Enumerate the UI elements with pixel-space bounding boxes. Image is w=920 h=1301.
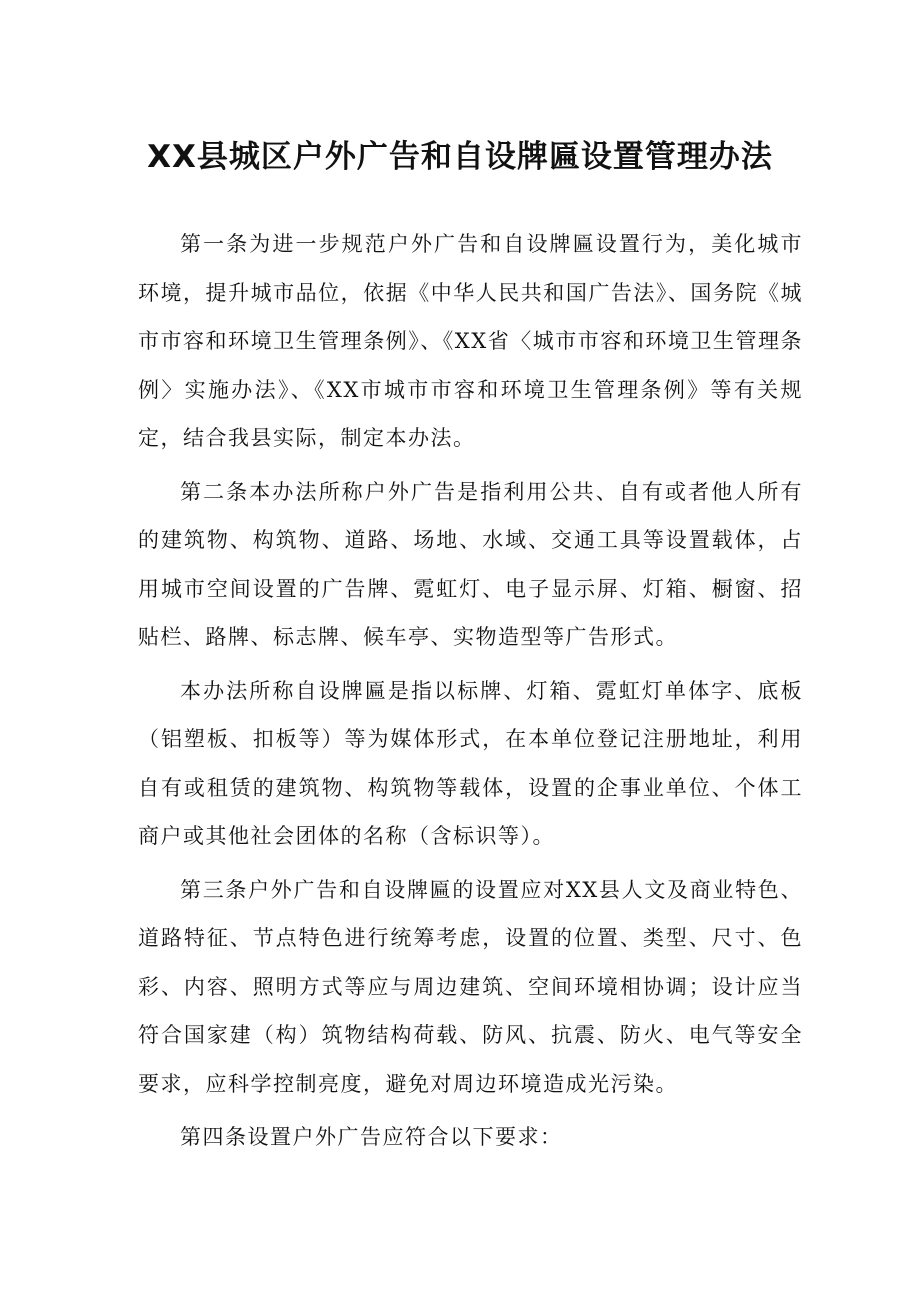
paragraph-article-2: 第二条本办法所称户外广告是指利用公共、自有或者他人所有的建筑物、构筑物、道路、场地、水域、交通工具等设置载体，占用城市空间设置的广告牌、霓虹灯、电子显示屏、灯箱、橱窗、招贴栏、路牌、标志牌、候车亭、实物造型等广告形式。 [138, 479, 803, 649]
paragraph-article-1: 第一条为进一步规范户外广告和自设牌匾设置行为，美化城市环境，提升城市品位，依据《中华人民共和国广告法》、国务院《城市市容和环境卫生管理条例》、《XX省〈城市市容和环境卫生管理条例〉实施办法》、《XX市城市市容和环境卫生管理条例》等有关规定，结合我县实际，制定本办法。 [138, 232, 803, 450]
paragraph-article-3: 第三条户外广告和自设牌匾的设置应对XX县人文及商业特色、道路特征、节点特色进行统筹考虑，设置的位置、类型、尺寸、色彩、内容、照明方式等应与周边建筑、空间环境相协调；设计应当符合国家建（构）筑物结构荷载、防风、抗震、防火、电气等安全要求，应科学控制亮度，避免对周边环境造成光污染。 [138, 877, 803, 1096]
paragraph-signboard-definition: 本办法所称自设牌匾是指以标牌、灯箱、霓虹灯单体字、底板（铝塑板、扣板等）等为媒体形式，在本单位登记注册地址，利用自有或租赁的建筑物、构筑物等载体，设置的企事业单位、个体工商户或其他社会团体的名称（含标识等）。 [138, 678, 803, 848]
document-body [138, 220, 803, 1167]
document-title: XX县城区户外广告和自设牌匾设置管理办法 [147, 139, 773, 175]
paragraph-article-4: 第四条设置户外广告应符合以下要求： [180, 1125, 563, 1149]
